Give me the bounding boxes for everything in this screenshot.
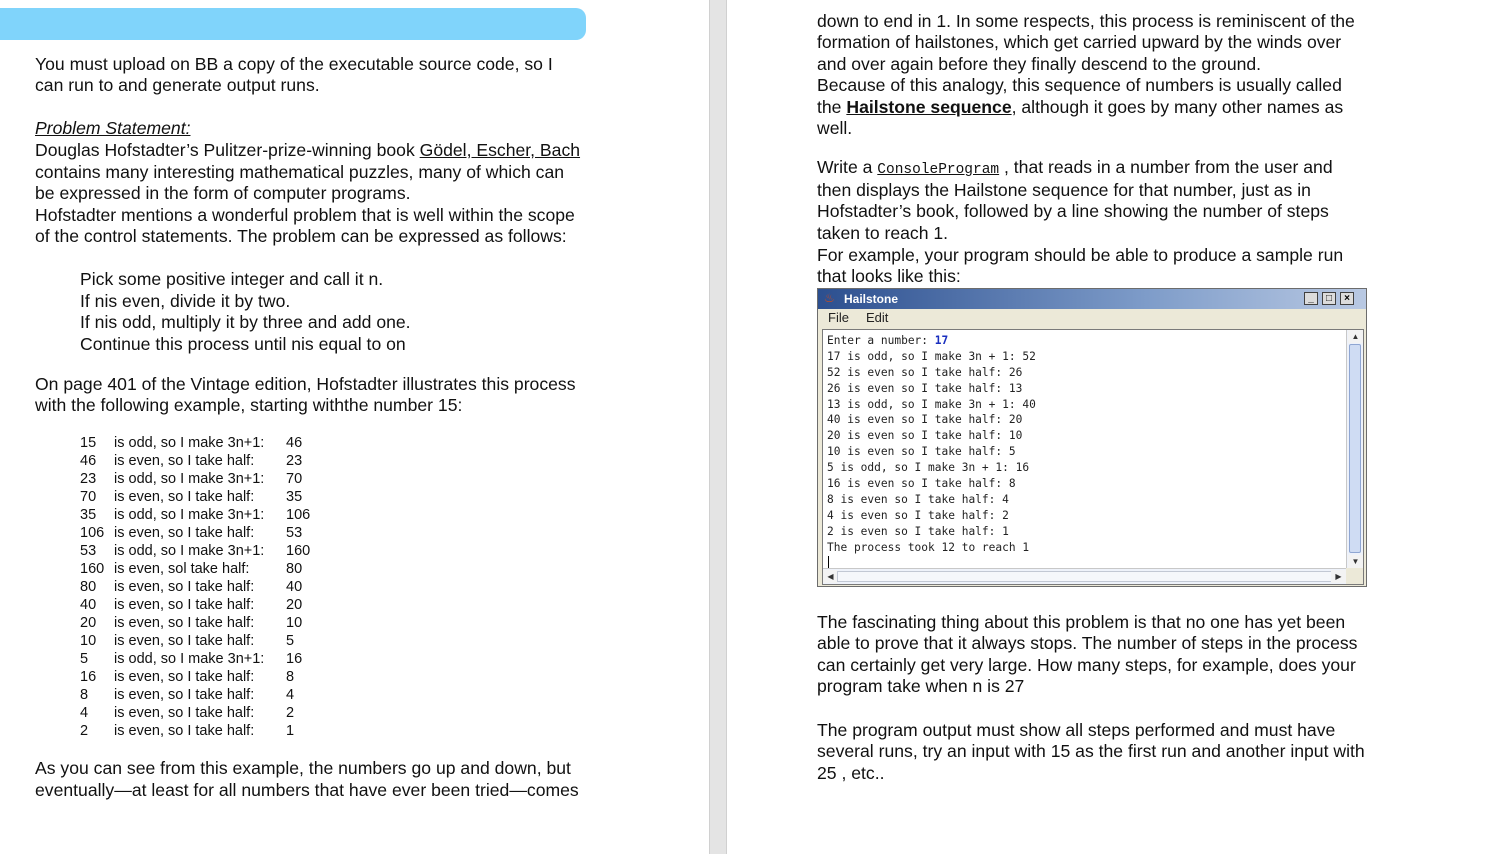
example-result: 4 xyxy=(286,687,295,703)
example-number: 70 xyxy=(80,489,97,505)
horizontal-scrollbar[interactable] xyxy=(823,568,1346,584)
example-number: 35 xyxy=(80,507,97,523)
upload-line-1: You must upload on BB a copy of the executable source code, so I xyxy=(35,54,553,74)
example-description: is even, so I take half: xyxy=(114,525,255,541)
example-description: is odd, so I make 3n+1: xyxy=(114,471,265,487)
close-button[interactable]: × xyxy=(1340,292,1354,305)
example-line-1: For example, your program should be able to produce a sample run xyxy=(817,245,1344,265)
example-result: 46 xyxy=(286,435,303,451)
para1-line-1 xyxy=(35,140,580,162)
procedure-step: Pick some positive integer and call it n. xyxy=(80,269,384,289)
page401-line-2: with the following example, starting withthe number 15: xyxy=(35,395,463,415)
problem-heading: Problem Statement: xyxy=(35,118,191,138)
closing-line-2: eventually—at least for all numbers that have ever been tried—comes xyxy=(35,780,579,800)
example-description: is even, so I take half: xyxy=(114,579,255,595)
cont-line-4: Because of this analogy, this sequence of numbers is usually called xyxy=(817,75,1342,95)
left-page xyxy=(0,0,709,854)
console-line: 17 is odd, so I make 3n + 1: 52 xyxy=(827,349,1036,363)
example-result: 40 xyxy=(286,579,303,595)
example-description: is odd, so I make 3n+1: xyxy=(114,435,265,451)
example-description: is even, so I take half: xyxy=(114,489,255,505)
cont-5-start: the xyxy=(817,97,847,117)
console-line: 26 is even so I take half: 13 xyxy=(827,381,1023,395)
upload-line-2: can run to and generate output runs. xyxy=(35,75,320,95)
console-line: 5 is odd, so I make 3n + 1: 16 xyxy=(827,461,1030,475)
hailstone-sequence-link[interactable]: Hailstone sequence xyxy=(846,97,1012,117)
example-description: is even, sol take half: xyxy=(114,561,250,577)
para1-line-2: contains many interesting mathematical puzzles, many of which can xyxy=(35,162,565,182)
cont-line-2: formation of hailstones, which get carried upward by the winds over xyxy=(817,32,1342,52)
example-description: is even, so I take half: xyxy=(114,615,255,631)
menu-edit[interactable]: Edit xyxy=(866,310,889,325)
menu-bar xyxy=(818,309,1366,327)
example-number: 8 xyxy=(80,687,89,703)
para1-line-3: be expressed in the form of computer programs. xyxy=(35,183,411,203)
fasc-line-4: program take when n is 27 xyxy=(817,676,1025,696)
console-area[interactable] xyxy=(822,329,1364,585)
console-line: 8 is even so I take half: 4 xyxy=(827,492,1009,506)
window-title: Hailstone xyxy=(844,292,899,306)
example-number: 80 xyxy=(80,579,97,595)
example-number: 20 xyxy=(80,615,97,631)
example-result: 106 xyxy=(286,507,311,523)
maximize-button[interactable]: □ xyxy=(1322,292,1336,305)
cont-line-5 xyxy=(817,97,1343,119)
fasc-line-3: can certainly get very large. How many steps, for example, does your xyxy=(817,655,1356,675)
cont-line-1: down to end in 1. In some respects, this process is reminiscent of the xyxy=(817,11,1355,31)
example-result: 1 xyxy=(286,723,295,739)
example-description: is even, so I take half: xyxy=(114,669,255,685)
para2-line-1: Hofstadter mentions a wonderful problem that is well within the scope xyxy=(35,205,575,225)
console-line: 2 is even so I take half: 1 xyxy=(827,524,1009,538)
scroll-up-arrow-icon[interactable]: ▲ xyxy=(1348,330,1363,343)
procedure-step: If nis even, divide it by two. xyxy=(80,290,291,311)
example-result: 20 xyxy=(286,597,303,613)
scroll-down-arrow-icon[interactable]: ▼ xyxy=(1348,555,1363,568)
output-line-2: several runs, try an input with 15 as the first run and another input with xyxy=(817,741,1365,761)
example-result: 16 xyxy=(286,651,303,667)
example-result: 70 xyxy=(286,471,303,487)
procedure-step: If nis odd, multiply it by three and add one. xyxy=(80,312,411,332)
console-line: 10 is even so I take half: 5 xyxy=(827,445,1016,459)
console-input-value: 17 xyxy=(934,334,949,347)
example-result: 160 xyxy=(286,543,311,559)
example-description: is even, so I take half: xyxy=(114,597,255,613)
highlight-bar xyxy=(0,8,586,40)
example-description: is odd, so I make 3n+1: xyxy=(114,507,265,523)
write-line-1 xyxy=(817,157,1333,182)
console-line: 20 is even so I take half: 10 xyxy=(827,429,1023,443)
example-result: 80 xyxy=(286,561,303,577)
example-description: is odd, so I make 3n+1: xyxy=(114,543,265,559)
window-title-bar[interactable] xyxy=(818,289,1366,309)
example-result: 8 xyxy=(286,669,295,685)
console-line: The process took 12 to reach 1 xyxy=(827,540,1030,554)
minimize-button[interactable]: _ xyxy=(1304,292,1318,305)
console-prompt: Enter a number: xyxy=(827,334,935,347)
example-description: is even, so I take half: xyxy=(114,723,255,739)
write-line-4: taken to reach 1. xyxy=(817,223,949,243)
page401-line-1: On page 401 of the Vintage edition, Hofstadter illustrates this process xyxy=(35,374,576,394)
example-result: 5 xyxy=(286,633,295,649)
example-number: 10 xyxy=(80,633,97,649)
closing-line-1: As you can see from this example, the numbers go up and down, but xyxy=(35,758,571,778)
fasc-line-1: The fascinating thing about this problem is that no one has yet been xyxy=(817,612,1346,632)
example-description: is odd, so I make 3n+1: xyxy=(114,651,265,667)
console-line: 40 is even so I take half: 20 xyxy=(827,413,1023,427)
example-description: is even, so I take half: xyxy=(114,687,255,703)
para2-line-2: of the control statements. The problem can be expressed as follows: xyxy=(35,226,567,246)
example-result: 2 xyxy=(286,705,295,721)
console-line: 16 is even so I take half: 8 xyxy=(827,477,1016,491)
example-line-2: that looks like this: xyxy=(817,266,961,286)
example-description: is even, so I take half: xyxy=(114,633,255,649)
example-number: 46 xyxy=(80,453,97,469)
example-number: 106 xyxy=(80,525,105,541)
write-start: Write a xyxy=(817,157,878,177)
hailstone-window xyxy=(817,288,1367,587)
example-result: 10 xyxy=(286,615,303,631)
example-number: 53 xyxy=(80,543,97,559)
book-title: Gödel, Escher, Bach xyxy=(419,140,581,160)
example-number: 160 xyxy=(80,561,105,577)
example-result: 53 xyxy=(286,525,303,541)
write-line-3: Hofstadter’s book, followed by a line showing the number of steps xyxy=(817,201,1329,221)
horizontal-scroll-thumb[interactable] xyxy=(837,571,1332,582)
output-line-1: The program output must show all steps performed and must have xyxy=(817,720,1336,740)
scroll-right-arrow-icon[interactable]: ▶ xyxy=(1331,570,1346,583)
write-end: , that reads in a number from the user and xyxy=(999,157,1333,177)
page-gutter xyxy=(709,0,727,854)
console-output xyxy=(827,333,1036,555)
example-description: is even, so I take half: xyxy=(114,705,255,721)
console-line: 52 is even so I take half: 26 xyxy=(827,365,1023,379)
cont-5-end: , although it goes by many other names as xyxy=(1011,97,1344,117)
console-prompt-line xyxy=(827,333,1036,349)
procedure-step: Continue this process until nis equal to on xyxy=(80,333,406,354)
console-line: 13 is odd, so I make 3n + 1: 40 xyxy=(827,397,1036,411)
cont-line-6: well. xyxy=(817,118,853,138)
example-result: 23 xyxy=(286,453,303,469)
example-number: 15 xyxy=(80,435,97,451)
vertical-scrollbar[interactable] xyxy=(1346,330,1363,568)
example-result: 35 xyxy=(286,489,303,505)
example-number: 23 xyxy=(80,471,97,487)
console-program-link[interactable]: ConsoleProgram xyxy=(877,162,1000,178)
cont-line-3: and over again before they finally descend to the ground. xyxy=(817,54,1262,74)
procedure-list xyxy=(80,269,411,355)
example-number: 16 xyxy=(80,669,97,685)
para1-text: Douglas Hofstadter’s Pulitzer-prize-winning book xyxy=(35,140,420,160)
example-number: 4 xyxy=(80,705,89,721)
example-description: is even, so I take half: xyxy=(114,453,255,469)
vertical-scroll-thumb[interactable] xyxy=(1349,344,1361,553)
output-line-3: 25 , etc.. xyxy=(817,763,885,783)
java-cup-icon: ♨ xyxy=(824,291,835,305)
write-line-2: then displays the Hailstone sequence for that number, just as in xyxy=(817,180,1311,200)
example-number: 5 xyxy=(80,651,89,667)
scroll-corner xyxy=(1346,568,1363,584)
console-line: 4 is even so I take half: 2 xyxy=(827,508,1009,522)
fasc-line-2: able to prove that it always stops. The number of steps in the process xyxy=(817,633,1358,653)
example-number: 2 xyxy=(80,723,89,739)
scroll-left-arrow-icon[interactable]: ◀ xyxy=(823,570,838,583)
example-number: 40 xyxy=(80,597,97,613)
menu-file[interactable]: File xyxy=(828,310,849,325)
